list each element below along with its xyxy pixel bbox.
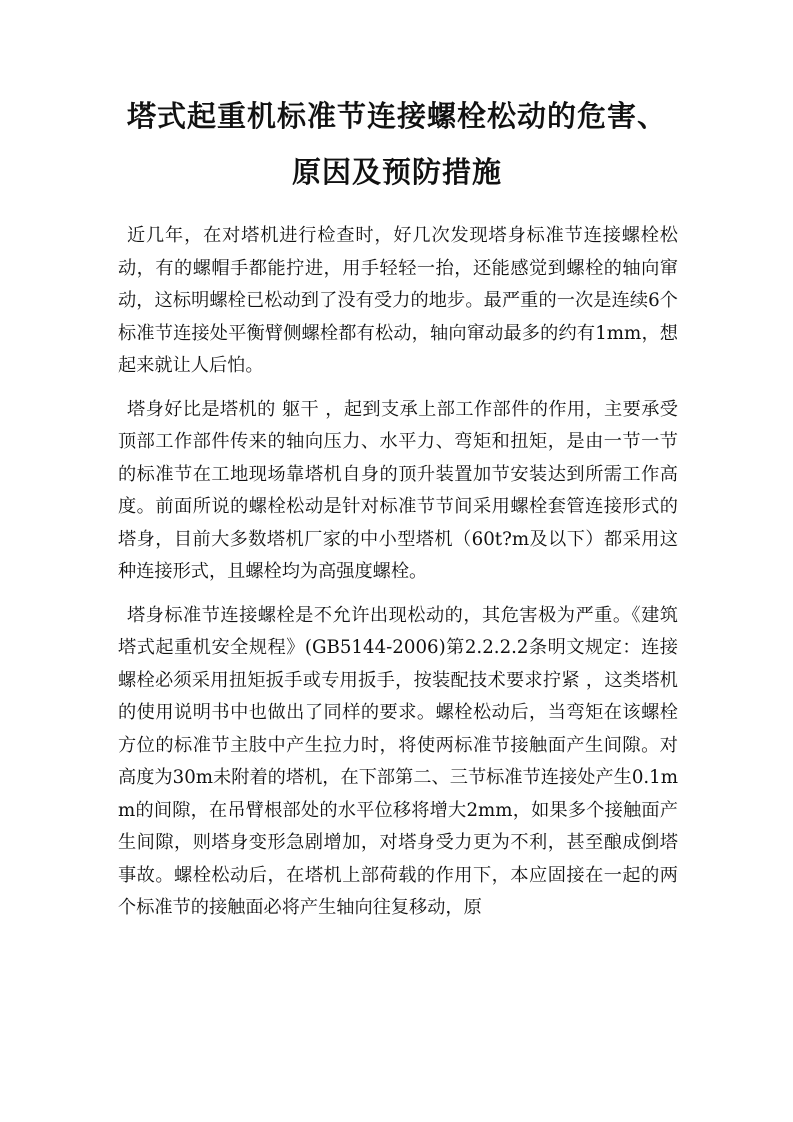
paragraph-1: 近几年，在对塔机进行检查时，好几次发现塔身标准节连接螺栓松动，有的螺帽手都能拧进，用手轻轻一抬，还能感觉到螺栓的轴向窜动，这标明螺栓已松动到了没有受力的地步。最严重的一次是连续6个标准节连接处平衡臂侧螺栓都有松动，轴向窜动最多的约有1mm，想起来就让人后怕。 (118, 225, 678, 376)
document-title-line-2: 原因及预防措施 (291, 155, 502, 189)
paragraph-3: 塔身标准节连接螺栓是不允许出现松动的，其危害极为严重。《建筑塔式起重机安全规程》(GB5144-2006)第2.2.2.2条明文规定：连接螺栓必须采用扭矩扳手或专用扳手，按装配技术要求拧紧 ，这类塔机的使用说明书中也做出了同样的要求。螺栓松动后，当弯矩在该螺栓方位的标准节主肢中产生拉力时，将使两标准节接触面产生间隙。对高度为30m未附着的塔机，在下部第二、三节标准节连接处产生0.1mm的间隙，在吊臂根部处的水平位移将增大2mm，如果多个接触面产生间隙，则塔身变形急剧增加，对塔身受力更为不利，甚至酿成倒塔事故。螺栓松动后，在塔机上部荷载的作用下，本应固接在一起的两个标准节的接触面必将产生轴向往复移动，原 (118, 604, 678, 918)
document-body (118, 220, 678, 936)
document-title-line-1: 塔式起重机标准节连接螺栓松动的危害、 (126, 99, 667, 133)
paragraph-2: 塔身好比是塔机的 躯干 ，起到支承上部工作部件的作用，主要承受顶部工作部件传来的轴向压力、水平力、弯矩和扭矩，是由一节一节的标准节在工地现场靠塔机自身的顶升装置加节安装达到所需工作高度。前面所说的螺栓松动是针对标准节节间采用螺栓套管连接形式的塔身，目前大多数塔机厂家的中小型塔机（60t?m及以下）都采用这种连接形式，且螺栓均为高强度螺栓。 (118, 398, 678, 582)
